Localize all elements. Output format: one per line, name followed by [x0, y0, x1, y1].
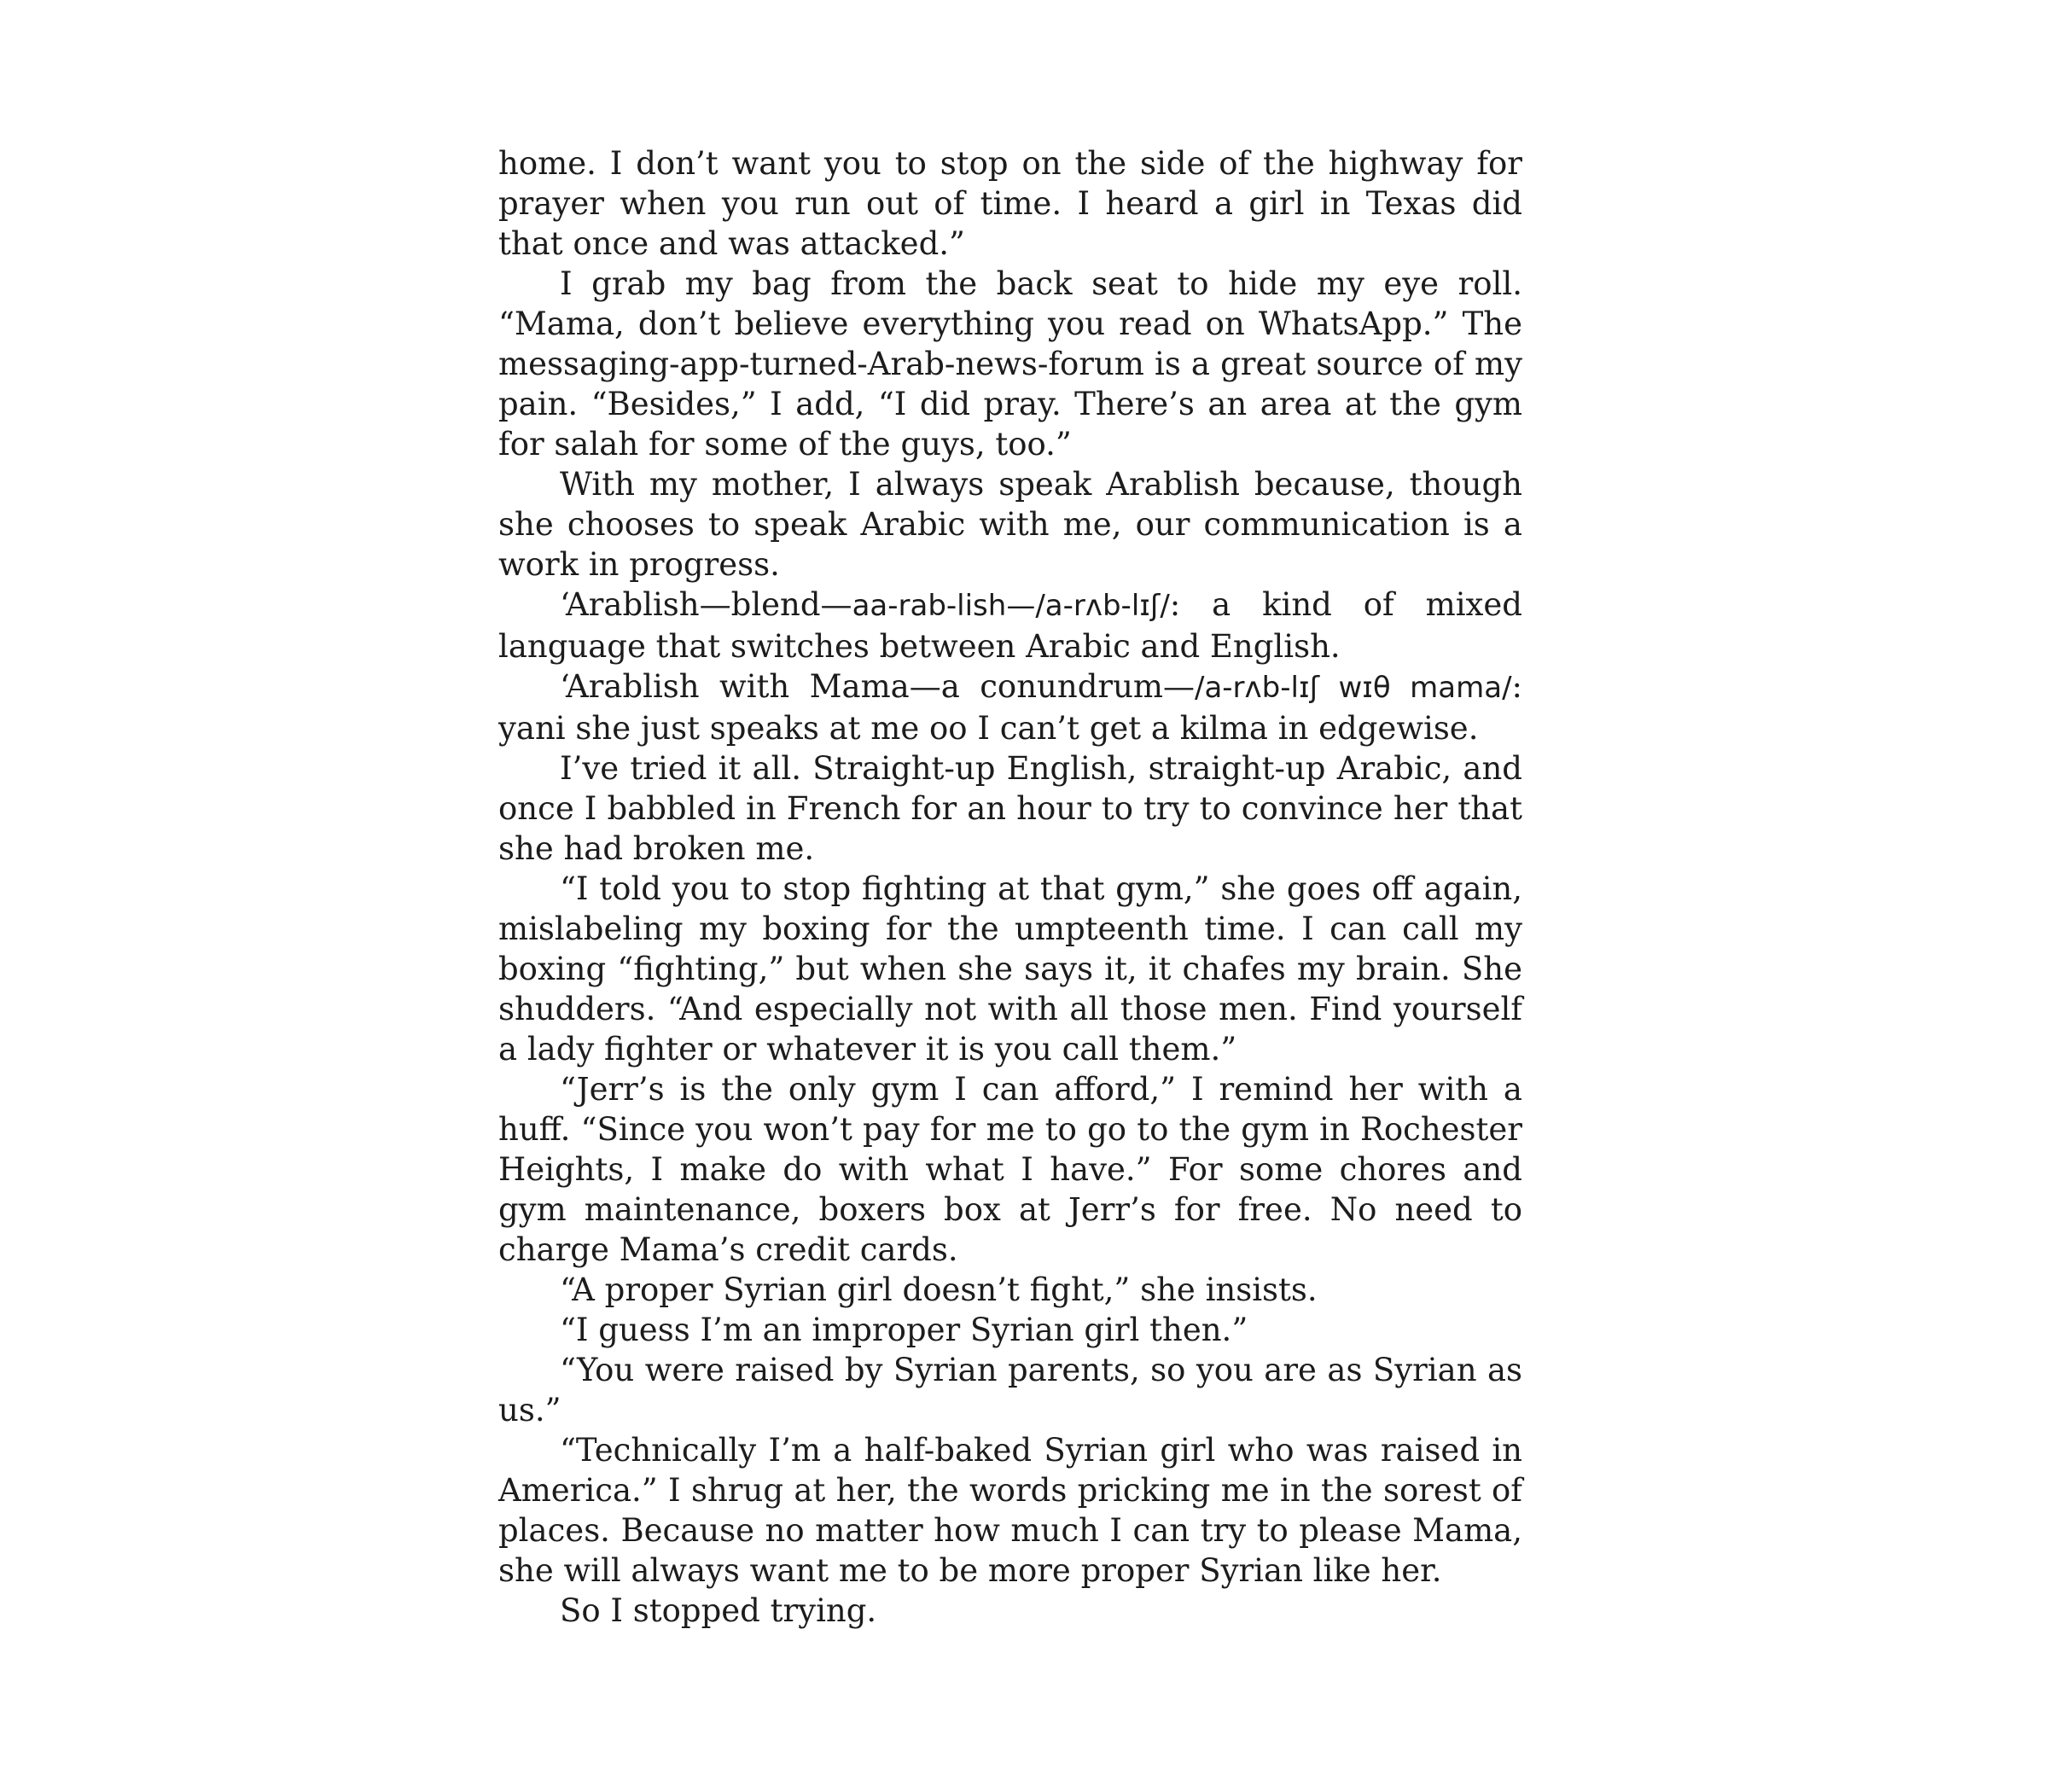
- pronunciation: aa-rab-lish—/a-rʌb-lɪʃ/: [852, 589, 1170, 623]
- paragraph: So I stopped trying.: [560, 1592, 877, 1629]
- paragraph: With my mother, I always speak Arablish because, though she chooses to speak Arabic with me, our communication is a work in progress.: [498, 466, 1522, 583]
- paragraph: “A proper Syrian girl doesn’t fight,” she insists.: [560, 1271, 1318, 1308]
- definition-paragraph: [498, 666, 1522, 748]
- paragraph: “You were raised by Syrian parents, so you are as Syrian as us.”: [498, 1352, 1522, 1428]
- book-page: [498, 143, 1522, 1631]
- paragraph: home. I don’t want you to stop on the side of the highway for prayer when you run out of time. I heard a girl in Texas did that once and was attacked.”: [498, 145, 1522, 262]
- definition-paragraph: [498, 585, 1522, 666]
- pronunciation: /a-rʌb-lɪʃ wɪθ mama/: [1194, 671, 1512, 705]
- paragraph: “I told you to stop fighting at that gym,” she goes off again, mislabeling my boxing for the umpteenth time. I can call my boxing “fighting,” but when she says it, it chafes my brain. She shudders. “And especially not with all those men. Find yourself a lady fighter or whatever it is you call them.”: [498, 870, 1522, 1068]
- paragraph: “Jerr’s is the only gym I can afford,” I remind her with a huff. “Since you won’t pay for me to go to the gym in Rochester Heights, I make do with what I have.” For some chores and gym maintenance, boxers box at Jerr’s for free. No need to charge Mama’s credit cards.: [498, 1071, 1522, 1268]
- definition-text: : yani she just speaks at me oo I can’t get a kilma in edgewise.: [498, 668, 1522, 747]
- definition-term: ‘Arablish—blend—: [560, 586, 852, 623]
- definition-text: : a kind of mixed language that switches between Arabic and English.: [498, 586, 1522, 665]
- definition-term: ‘Arablish with Mama—a conundrum—: [560, 668, 1195, 705]
- paragraph: I grab my bag from the back seat to hide my eye roll. “Mama, don’t believe everything you read on WhatsApp.” The messaging-app-turned-Arab-news-forum is a great source of my pain. “Besides,” I add, “I did pray. There’s an area at the gym for salah for some of the guys, too.”: [498, 265, 1522, 463]
- paragraph: “Technically I’m a half-baked Syrian girl who was raised in America.” I shrug at her, the words pricking me in the sorest of places. Because no matter how much I can try to please Mama, she will always want me to be more proper Syrian like her.: [498, 1432, 1522, 1589]
- paragraph: “I guess I’m an improper Syrian girl then.”: [560, 1312, 1248, 1348]
- paragraph: I’ve tried it all. Straight-up English, straight-up Arabic, and once I babbled in French for an hour to try to convince her that she had broken me.: [498, 750, 1522, 867]
